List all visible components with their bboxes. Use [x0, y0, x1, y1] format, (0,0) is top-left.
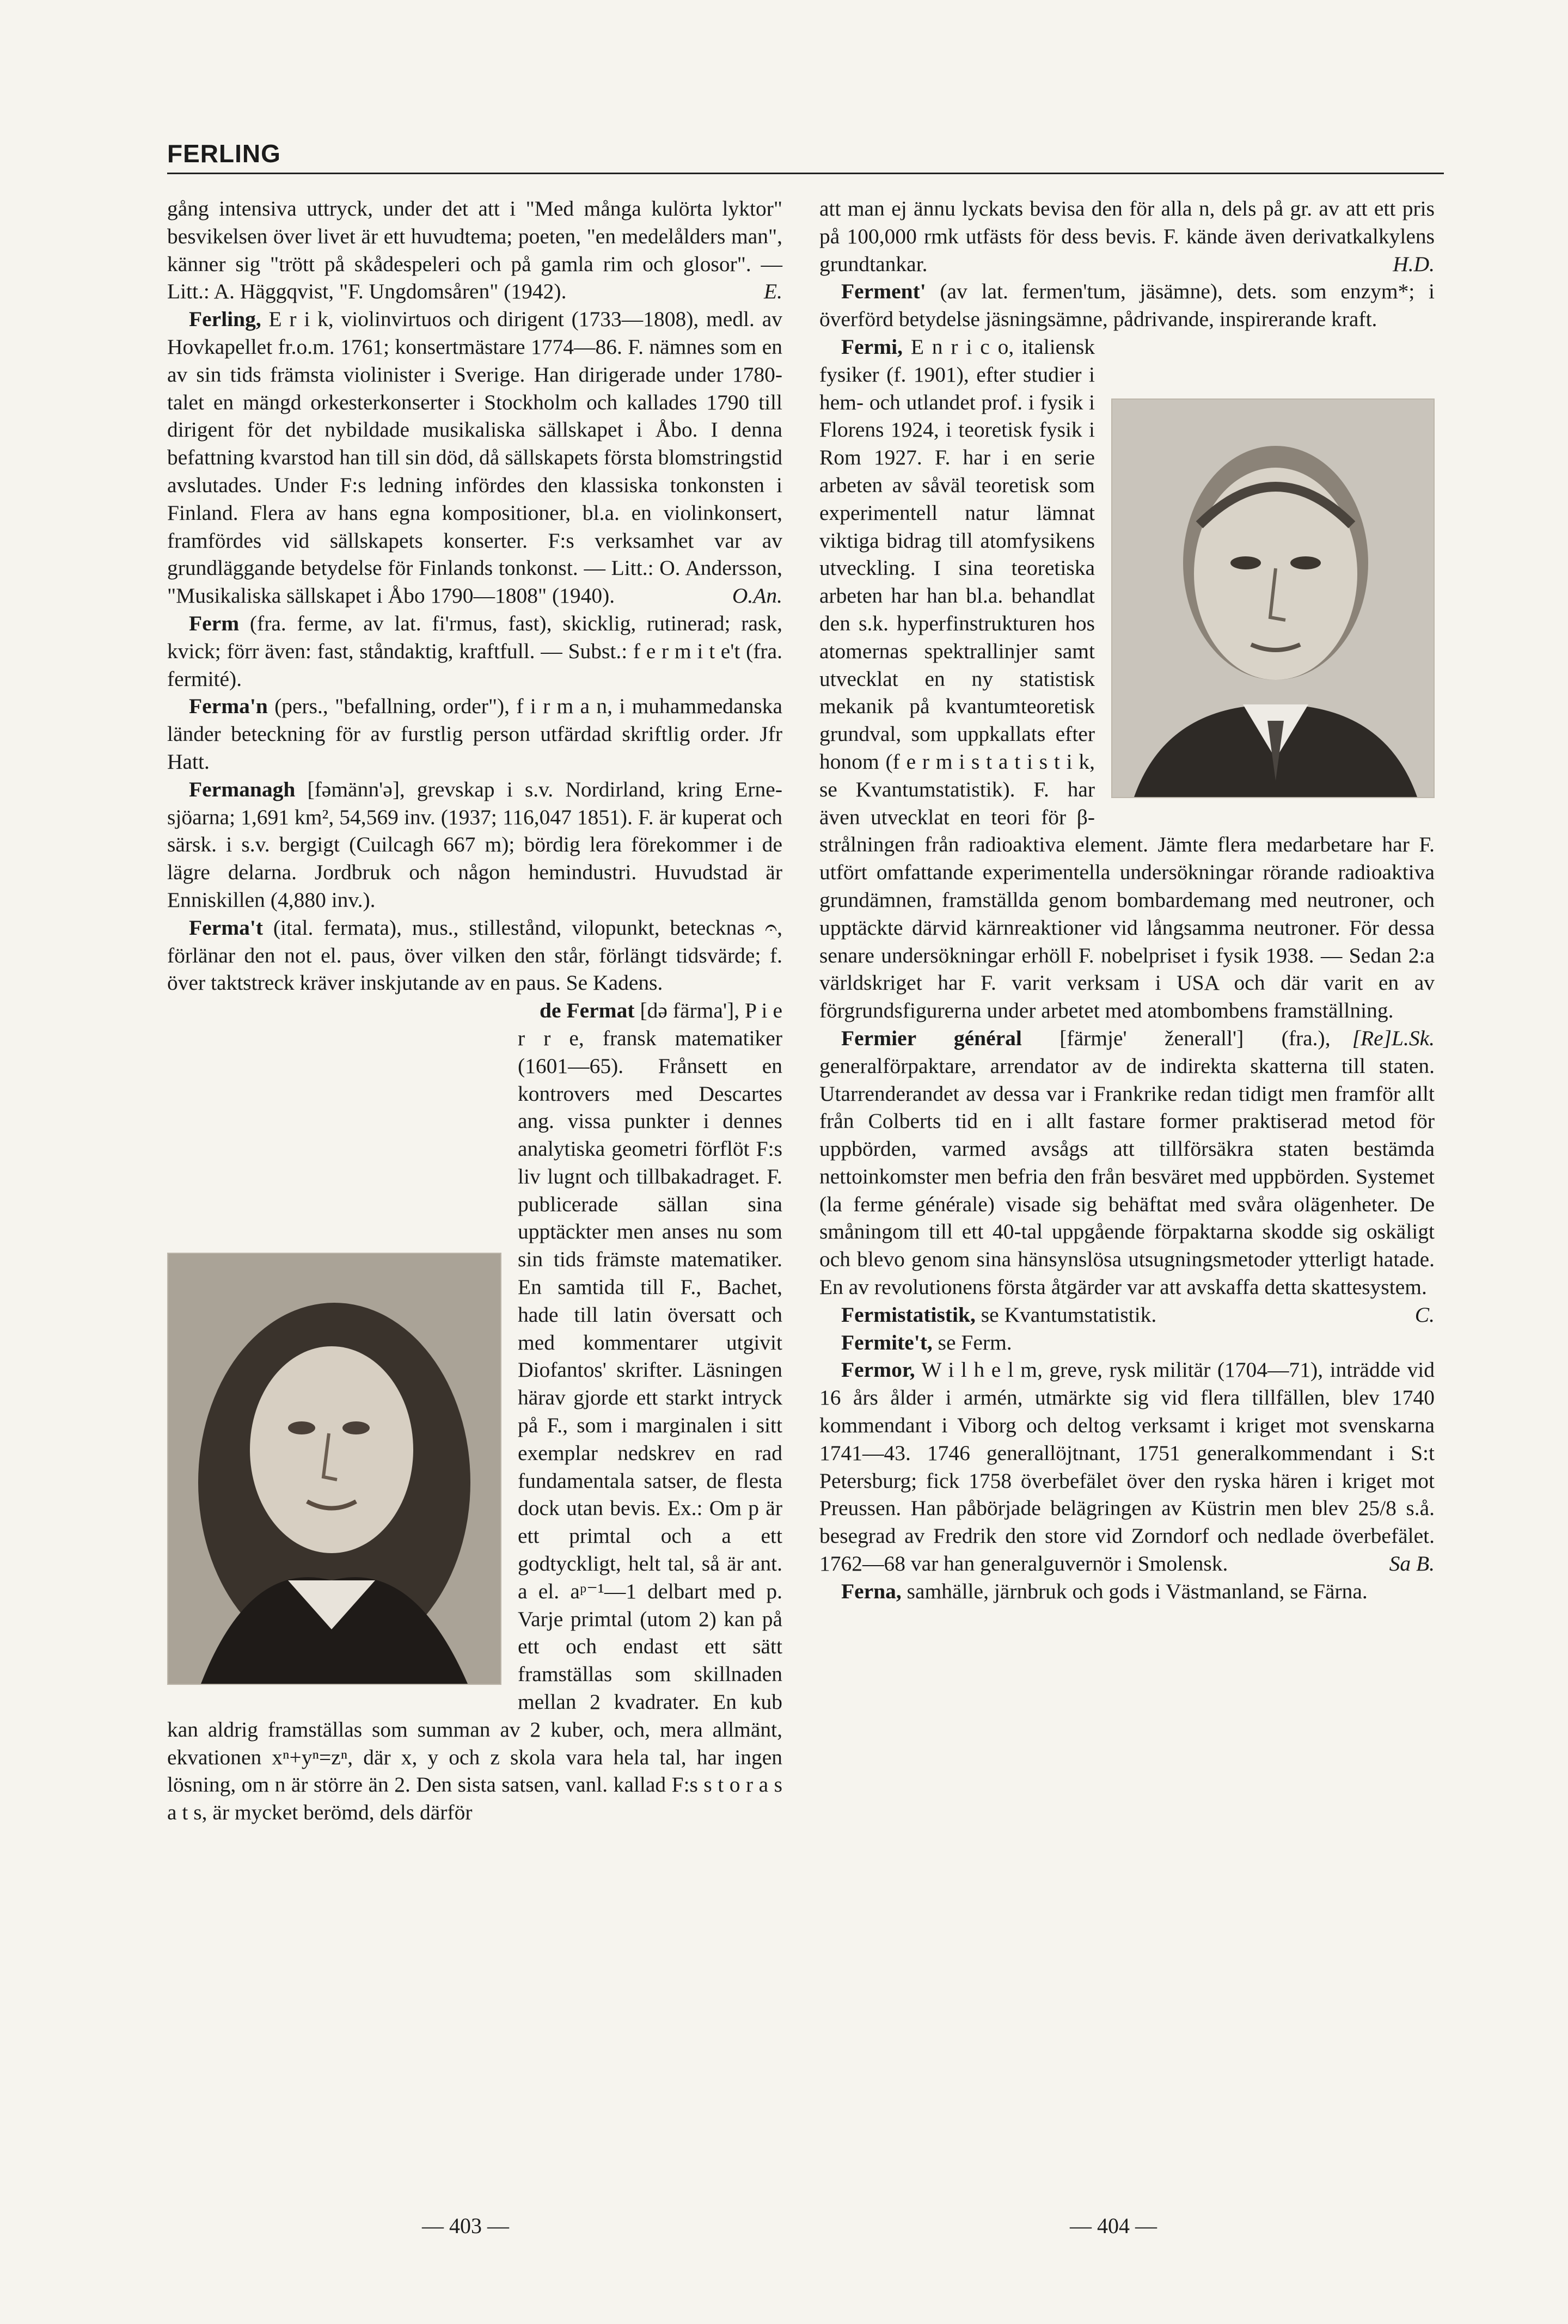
- headword: Fermistatistik,: [841, 1302, 976, 1327]
- entry-fermanagh: Fermanagh [fəmänn'ə], grevskap i s.v. Nordirland, kring Erne-sjöarna; 1,691 km², 54,569 inv. (1937; 116,047 1851). F. är kuperat och särsk. i s.v. bergigt (Cuilcagh 667 m); bördig lera förekommer i de lägre delarna. Jordbruk och någon hemindustri. Huvudstad är Enniskillen (4,880 inv.).: [167, 777, 782, 912]
- headword: Ferna,: [841, 1579, 902, 1603]
- entry-fermor: Fermor, W i l h e l m, greve, rysk militär (1704—71), inträdde vid 16 års ålder i armén, utmärkte sig vid flera tillfällen, blev 1740 kommendant i Viborg och deltog verksamt i kriget mot svenskarna 1741—43. 1746 generallöjtnant, 1751 generalkommendant i S:t Petersburg; fick 1758 överbefälet över den ryska hären i kriget mot Preussen. Han påbörjade belägringen av Küstrin men blev 25/8 s.å. besegrad av Fredrik den store vid Zorndorf och nedlade överbefälet. 1762—68 var han generalguvernör i Smolensk. Sa B.: [819, 1356, 1435, 1577]
- entry-ferling: Ferling, E r i k, violinvirtuos och dirigent (1733—1808), medl. av Hovkapellet fr.o.m. 1761; konsertmästare 1774—86. F. nämnes som en av sin tids främsta violinister i Sverige. Han dirigerade under 1780-talet en mängd orkesterkonserter i Stockholm och kallades 1790 till dirigent för det nybildade musikaliska sällskapet i Åbo. I denna befattning kvarstod han till sin död, då sällskapets första blomstringstid avslutades. Under F:s ledning infördes den klassiska tonkonsten i Finland. Flera av hans egna kompositioner, bl.a. en violinkonsert, framfördes vid sällskapets konserter. F:s verksamhet var av grundläggande betydelse för Finlands tonkonst. — Litt.: O. Andersson, "Musikaliska sällskapet i Åbo 1790—1808" (1940). O.An.: [167, 305, 782, 610]
- fermat-portrait: [167, 1253, 501, 1685]
- entry-fermat-music: Ferma't (ital. fermata), mus., stillestånd, vilopunkt, betecknas 𝄐, förlänar den not el. paus, över vilken den står, förlängt tidsvärde; f. över taktstreck kräver inskjutande av en paus. Se Kadens.: [167, 915, 782, 995]
- headword: Ferment': [841, 279, 926, 304]
- entry-fermistatistik: Fermistatistik, se Kvantumstatistik.: [841, 1302, 1157, 1327]
- author-signature: C.: [1414, 1302, 1435, 1327]
- fermat-portrait-image: [168, 1254, 500, 1684]
- entry-paragraph: att man ej ännu lyckats bevisa den för alla n, dels på gr. av att ett pris på 100,000 rmk utfästs för dess bevis. F. kände även derivatkalkylens grundtankar. H.D.: [819, 195, 1435, 278]
- entry-fermier-general: Fermier général [färmje' ženerall'] (fra.), generalförpaktare, arrendator av de indirekta skatterna till staten. Utarrenderandet av dessa var i Frankrike redan tidigt men framför allt från Colberts tid en i allt fastare former praktiserad metod för uppbörden, varmed avsågs att tillförsäkra staten bestämda nettoinkomster men befria den från besväret med uppbörden. Systemet (la ferme générale) visade sig behäftat med svåra olägenheter. De småningom till ett 40-tal uppgående förpaktarna skodde sig oskäligt och blevo genom sina hänsynslösa utsugningsmetoder ytterligt hatade. En av revolutionens första åtgärder var att avskaffa detta skattesystem. C.: [819, 1025, 1435, 1301]
- headword: Ferma'n: [189, 694, 268, 719]
- headword: Fermi,: [841, 334, 903, 359]
- page-number-right: — 404 —: [1070, 2213, 1157, 2238]
- entry-ferna: Ferna, samhälle, järnbruk och gods i Västmanland, se Färna.: [841, 1579, 1368, 1603]
- author-signature: Sa B.: [1389, 1552, 1435, 1576]
- entry-paragraph: gång intensiva uttryck, under det att i "Med många kulörta lyktor" besvikelsen över livet är ett huvudtema; poeten, "en medelålders man", känner sig "trött på skådespeleri och på gamla rim och glosor". — Litt.: A. Häggqvist, "F. Ungdomsåren" (1942). E.: [167, 195, 782, 305]
- author-signature: E.: [763, 279, 782, 304]
- right-column: [819, 195, 1435, 1605]
- headword: Fermier général: [841, 1026, 1022, 1050]
- headword: Fermite't,: [841, 1330, 933, 1354]
- headword: Ferm: [189, 611, 240, 635]
- entry-ferment: Ferment' (av lat. fermen'tum, jäsämne), dets. som enzym*; i överförd betydelse jäsningsämne, pådrivande, inspirerande kraft.: [819, 279, 1435, 332]
- entry-de-fermat: de Fermat [də färma'], P i e r r e, fransk matematiker (1601—65). Frånsett en kontrovers med Descartes ang. vissa punkter i dennes analytiska geometri förflöt F:s liv lugnt och tillbakadraget. F. publicerade sällan sina upptäckter men anses nu som sin tids främste matematiker. En samtida till F., Bachet, hade till latin översatt och med kommentarer utgivit Diofantos' skrifter. Läsningen härav gjorde ett starkt intryck på F., som i marginalen i sitt exemplar nedskrev en rad fundamentala satser, de flesta dock utan bevis. Ex.: Om p är ett primtal och a ett godtyckligt, helt tal, så är ant. a el. aᵖ⁻¹—1 delbart med p. Varje primtal (utom 2) kan på ett och endast ett sätt framställas som skillnaden mellan 2 kvadrater. En kub kan aldrig framställas som summan av 2 kuber, och, mera allmänt, ekvationen xⁿ+yⁿ=zⁿ, där x, y och z skola vara hela tal, har ingen lösning, om n är större än 2. Den sista satsen, vanl. kallad F:s s t o r a s a t s, är mycket berömd, dels därför: [167, 998, 782, 1825]
- entry-fermitet: Fermite't, se Ferm.: [841, 1330, 1012, 1354]
- headword: Ferling,: [189, 307, 261, 332]
- headword: Ferma't: [189, 915, 263, 940]
- fermi-portrait: [1111, 398, 1435, 798]
- author-signature: [Re]L.Sk.: [1352, 1026, 1435, 1050]
- entry-ferm: Ferm (fra. ferme, av lat. fi'rmus, fast), skicklig, rutinerad; rask, kvick; förr även: fast, ståndaktig, kraftfull. — Subst.: f e r m i t e't (fra. fermité).: [167, 611, 782, 691]
- running-head: FERLING: [167, 139, 281, 168]
- headword: Fermor,: [841, 1358, 915, 1382]
- headword: de Fermat: [540, 998, 635, 1023]
- author-signature: H.D.: [1393, 252, 1435, 276]
- left-column: [167, 195, 782, 1826]
- entry-ferman: Ferma'n (pers., "befallning, order"), f i r m a n, i muhammedanska länder beteckning för av furstlig person utfärdad skriftlig order. Jfr Hatt.: [167, 694, 782, 774]
- headword: Fermanagh: [189, 777, 296, 801]
- fermi-portrait-image: [1112, 400, 1434, 797]
- page-header: [167, 139, 1444, 174]
- page-number-left: — 403 —: [422, 2213, 509, 2238]
- author-signature: O.An.: [732, 584, 782, 608]
- entry-fermi: Fermi, E n r i c o, italiensk fysiker (f. 1901), efter studier i hem- och utlandet prof. i fysik i Florens 1924, i teoretisk fysik i Rom 1927. F. har i en serie arbeten av såväl teoretisk som experimentell natur lämnat viktiga bidrag till atomfysikens utveckling. I sina teoretiska arbeten har han bl.a. behandlat den s.k. hyperfinstrukturen hos atomernas spektrallinjer samt utvecklat en ny statistisk mekanik på kvantumteoretisk grundval, som uppkallats efter honom (f e r m i s t a t i s t i k, se Kvantumstatistik). F. har även utvecklat en teori för β-strålningen från radioaktiva element. Jämte flera medarbetare har F. utfört omfattande experimentella undersökningar rörande radioaktiva grundämnen, framställda genom bombardemang med neutroner, och upptäckte därvid kärnreaktioner vid långsamma neutroner. För dessa senare undersökningar erhöll F. nobelpriset i fysik 1938. — Sedan 2:a världskriget har F. varit verksam i USA och där varit en av förgrundsfigurerna under arbetet med atombombens framställning. [Re]L.Sk.: [819, 333, 1435, 1025]
